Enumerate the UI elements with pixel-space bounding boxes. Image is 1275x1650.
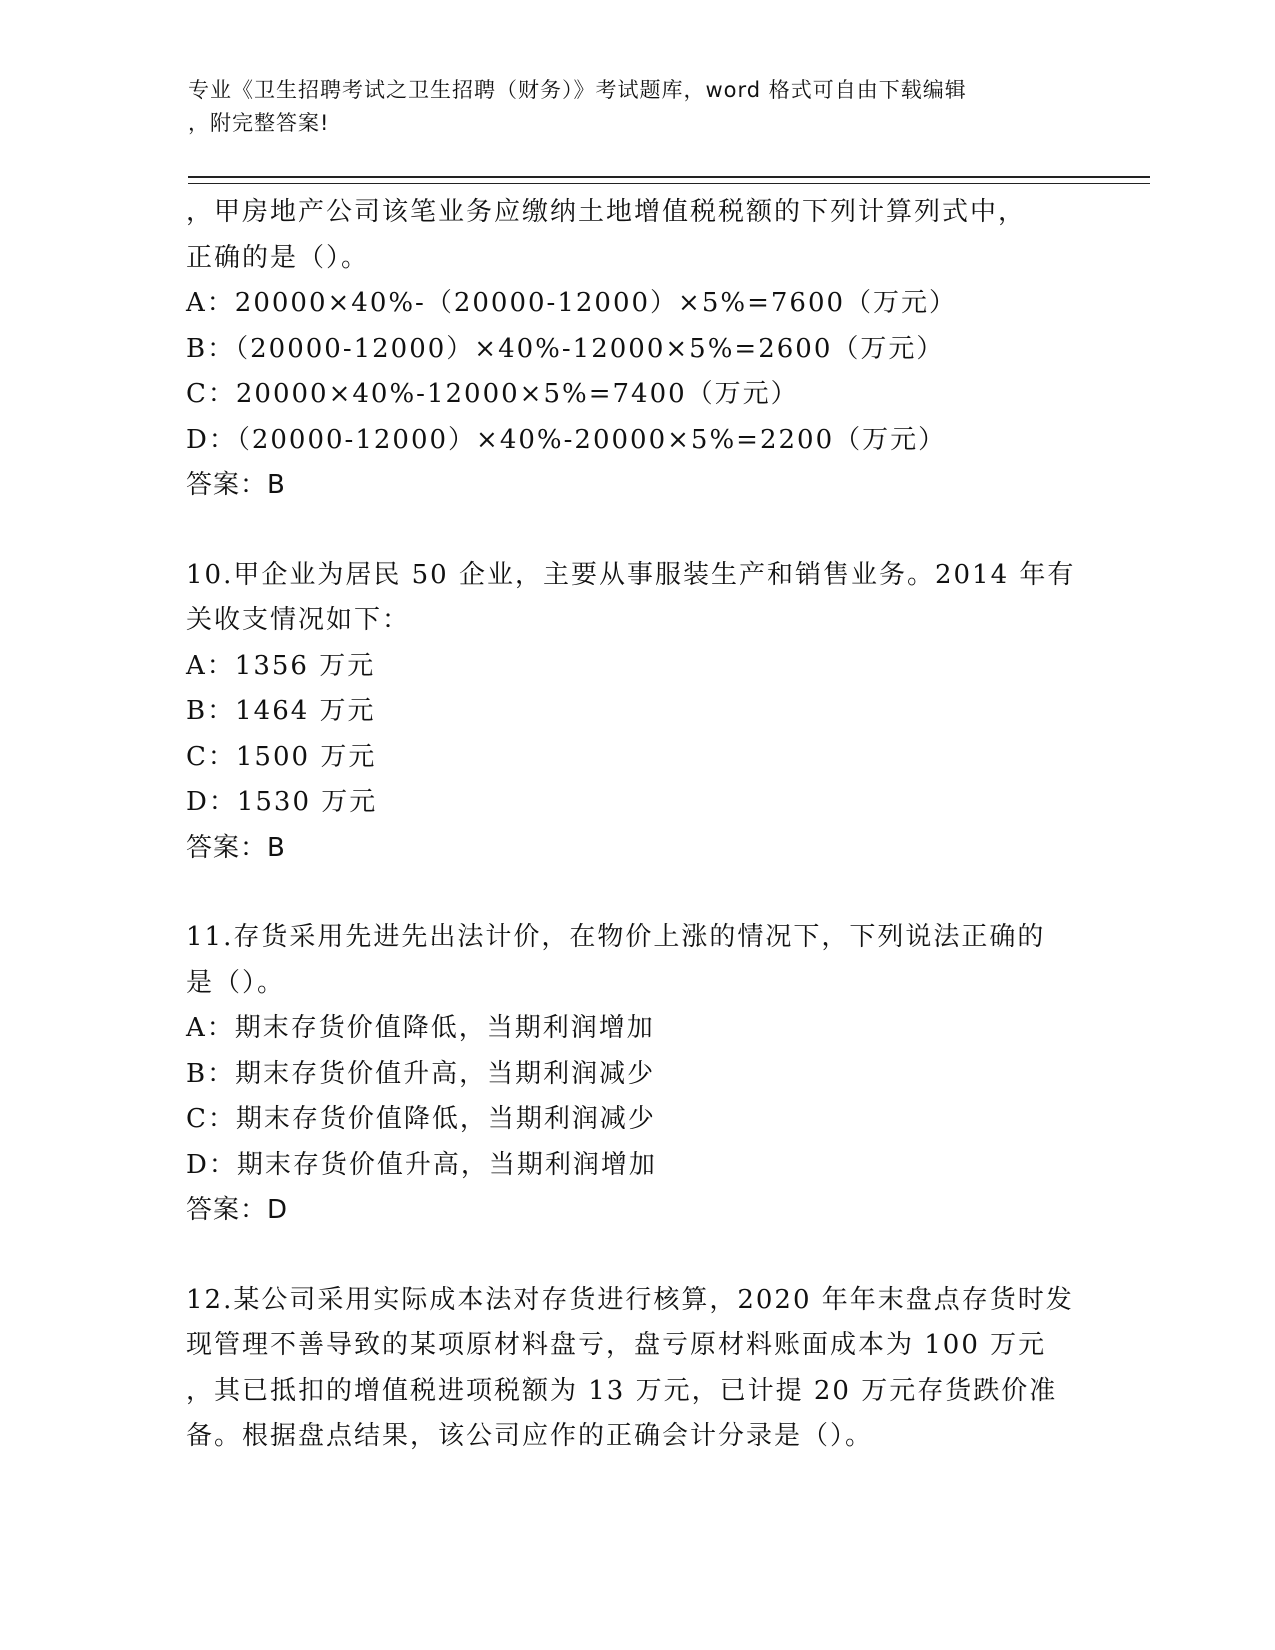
answer-label: 答案：B <box>186 470 286 500</box>
question-stem-line: 正确的是（）。 <box>186 242 370 273</box>
option-d: D：期末存货价值升高，当期利润增加 <box>186 1149 657 1180</box>
option-b: B：1464 万元 <box>186 696 376 726</box>
question-block-9 <box>186 190 1086 509</box>
answer-label: 答案：B <box>186 832 286 863</box>
option-c: C：20000×40%-12000×5%=7400（万元） <box>186 379 799 409</box>
question-stem-line: 10.甲企业为居民 50 企业，主要从事服装生产和销售业务。2014 年有 <box>186 559 1076 590</box>
option-c: C：1500 万元 <box>186 741 377 772</box>
question-block-11 <box>186 915 1086 1234</box>
question-block-10 <box>186 553 1086 872</box>
question-stem-line: 是（）。 <box>186 967 286 998</box>
option-d: D：（20000-12000）×40%-20000×5%=2200（万元） <box>186 424 947 455</box>
header-divider <box>188 176 1150 184</box>
option-b: B：（20000-12000）×40%-12000×5%=2600（万元） <box>186 333 945 364</box>
option-a: A：20000×40%-（20000-12000）×5%=7600（万元） <box>186 288 958 318</box>
spacer <box>186 509 1086 553</box>
question-list <box>186 190 1086 1460</box>
document-header <box>188 74 1088 140</box>
answer-label: 答案：D <box>186 1195 289 1225</box>
option-d: D：1530 万元 <box>186 787 378 817</box>
option-a: A：期末存货价值降低，当期利润增加 <box>186 1013 655 1043</box>
question-block-12 <box>186 1278 1086 1460</box>
question-stem-line: 11.存货采用先进先出法计价，在物价上涨的情况下，下列说法正确的 <box>186 922 1046 952</box>
question-stem-line: ，甲房地产公司该笔业务应缴纳土地增值税税额的下列计算列式中， <box>186 197 1027 227</box>
option-b: B：期末存货价值升高，当期利润减少 <box>186 1058 656 1089</box>
option-c: C：期末存货价值降低，当期利润减少 <box>186 1104 656 1134</box>
option-a: A：1356 万元 <box>186 650 376 681</box>
question-stem-line: ，其已抵扣的增值税进项税额为 13 万元，已计提 20 万元存货跌价准 <box>186 1375 1058 1406</box>
spacer <box>186 871 1086 915</box>
spacer <box>186 1234 1086 1278</box>
question-stem-line: 12.某公司采用实际成本法对存货进行核算，2020 年年末盘点存货时发 <box>186 1284 1074 1315</box>
header-line-2: ，附完整答案! <box>188 111 330 135</box>
question-stem-line: 关收支情况如下： <box>186 605 411 635</box>
question-stem-line: 备。根据盘点结果，该公司应作的正确会计分录是（）。 <box>186 1421 874 1451</box>
header-line-1: 专业《卫生招聘考试之卫生招聘（财务）》考试题库，word 格式可自由下载编辑 <box>188 78 967 102</box>
question-stem-line: 现管理不善导致的某项原材料盘亏，盘亏原材料账面成本为 100 万元 <box>186 1330 1047 1360</box>
